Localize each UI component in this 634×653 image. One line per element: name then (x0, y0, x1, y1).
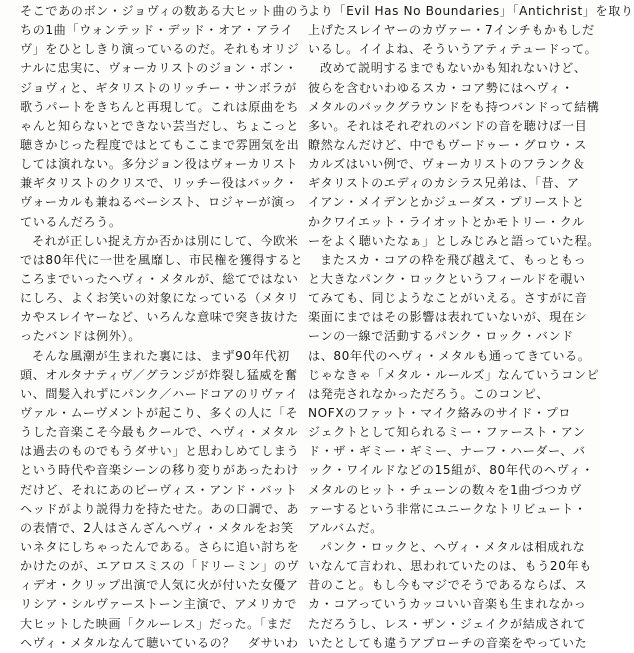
text-line: 昔のこと。もし今もマジでそうであるならば、ス (308, 578, 588, 593)
text-line: ヘッドがより説得力を持たせた。あの口調で、あ (20, 501, 300, 516)
text-line: ック・ワイルドなどの15組が、80年代のヘヴィ・ (308, 463, 594, 478)
text-line: 多い。それはそれぞれのバンドの音を聴けば一目 (308, 118, 588, 133)
text-line: ヴァル・ムーヴメントが起こり、多くの人に「そ (20, 405, 299, 420)
text-line: 瞭然なんだけど、中でもヴードゥー・グロウ・ス (308, 137, 587, 152)
text-line: ナルに忠実に、ヴォーカリストのジョン・ボン・ (20, 61, 298, 76)
text-line: ただろうし、レス・ザン・ジェイクが結成されて (308, 616, 587, 631)
text-line: い、間髪入れずにパンク／ハードコアのリヴァイ (20, 386, 299, 401)
text-line: いネタにしちゃったんである。さらに追い討ちを (20, 539, 300, 554)
text-line: 上げたスレイヤーのカヴァー・7インチもかもしだ (308, 23, 595, 38)
text-line: 歌うパートをきちんと再現して。これは原曲をち (20, 99, 300, 114)
text-line: の表情で、2人はさんざんヘヴィ・メタルをお笑 (20, 520, 294, 535)
text-line: 大ヒットした映画「クルーレス」だった。「まだ (20, 616, 292, 631)
text-line: ちの1曲「ウォンテッド・デッド・オア・アライ (20, 23, 294, 38)
text-line: カ・コアっていうカッコいい音楽も生まれなかっ (308, 597, 587, 612)
text-line: いたとしても違うアプローチの音楽をやっていた (308, 635, 588, 650)
text-line: カルズはいい例で、ヴォーカリストのフランク＆ (308, 157, 586, 172)
text-line: アルバムだ。 (308, 520, 383, 535)
text-line: てみても、同じようなことがいえる。さすがに音 (308, 291, 588, 306)
text-line: 楽面にまではその影響は表れていないが、現在シ (308, 310, 588, 325)
text-line: は、80年代のヘヴィ・メタルも通ってきている。 (308, 348, 591, 363)
text-line: は過去のものでもうダサい」と思わしめてしまう (20, 444, 300, 459)
text-line: ド・ザ・ギミー・ギミー、ナーフ・ハーダー、バ (308, 444, 586, 459)
text-line: ジョヴィと、ギタリストのリッチー・サンボラが (20, 80, 297, 95)
text-line: ィデオ・クリップ出演で人気に火が付いた女優ア (20, 578, 299, 593)
text-line: ジェクトとして知られるミー・ファースト・アン (308, 425, 586, 440)
text-line: ーンの一線で活動するパンク・ロック・バンド (308, 329, 574, 344)
text-line: カやスレイヤーなど、いろんな意味で突き抜けた (20, 310, 299, 325)
text-line: ヘヴィ・メタルなんて聴いているの？ ダサいわ (20, 635, 299, 650)
text-line: かクワイエット・ライオットとかモトリー・クル (308, 214, 585, 229)
text-line: しては演れない。多分ジョン役はヴォーカリスト (20, 157, 299, 172)
text-line: ァーするという非常にユニークなトリビュート・ (308, 501, 587, 516)
text-line: ギタリストのエディのカシラス兄弟は、「昔、ア (308, 176, 580, 191)
text-line: 聴きかじった程度ではとてもここまで雰囲気を出 (20, 137, 300, 152)
text-line: 彼らを含むいわゆるスカ・コア勢にはヘヴィ・ (308, 80, 574, 95)
text-line: だけど、それにあのビーヴィス・アンド・バット (20, 482, 298, 497)
text-line: ゃんと知らないとできない芸当だし、ちょこっと (20, 118, 300, 133)
text-line: かけたのが、エアロスミスの「ドリーミン」のヴ (20, 559, 300, 574)
text-line: またスカ・コアの枠を飛び越えて、もっともっ (320, 252, 587, 267)
text-line: ヴォーカルも兼ねるベーシスト、ロジャーが演っ (20, 195, 297, 210)
text-line: メタルのヒット・チューンの数々を1曲づつカヴ (308, 482, 582, 497)
text-line: ったバンドは例外）。 (20, 329, 141, 344)
text-line: いるし。イイよね、そういうアティテュードって。 (308, 42, 598, 57)
text-line: うした音楽こそ今最もクールで、ヘヴィ・メタル (20, 425, 299, 440)
text-line: より「Evil Has No Boundaries」「Antichrist」を取り (308, 4, 634, 18)
text-line: と大きなパンク・ロックというフィールドを覗い (308, 271, 586, 286)
text-line: ーをよく聴いたなぁ」としみじみと語っていた程。 (308, 233, 600, 248)
text-line: ヴ」をひとしきり演っているのだ。それもオリジ (20, 42, 300, 57)
text-line: いなんて言われ、思われていたのは、もう20年も (308, 559, 592, 574)
right-text-column (308, 2, 634, 653)
text-line: 改めて説明するまでもないかも知れないけど、 (320, 61, 587, 76)
left-text-column (20, 2, 311, 653)
text-line: ころまでいったヘヴィ・メタルが、総てではない (20, 271, 299, 286)
text-line: それが正しい捉え方か否かは別にして、今欧米 (32, 233, 299, 248)
text-line: じゃなきゃ「メタル・ルールズ」なんていうコンピ (308, 367, 600, 382)
text-line: は発売されなかっただろう。このコンピ、 (308, 386, 550, 401)
text-line: NOFXのファット・マイク絡みのサイド・プロ (308, 405, 572, 420)
text-line: メタルのバックグラウンドをも持つバンドって結構 (308, 99, 600, 114)
text-line: ているんだろう。 (20, 214, 122, 229)
text-line: イアン・メイデンとかジューダス・プリーストと (308, 195, 585, 210)
text-line: では80年代に一世を風靡し、市民権を獲得すると (20, 252, 304, 267)
text-line: リシア・シルヴァーストーン主演で、アメリカで (20, 597, 297, 612)
text-line: 兼ギタリストのクリスで、リッチー役はバック・ (20, 176, 298, 191)
text-line: 頭、オルタナティヴ／グランジが炸裂し猛威を奮 (20, 367, 298, 382)
text-line: パンク・ロックと、ヘヴィ・メタルは相成れな (320, 539, 586, 554)
text-line: そんな風潮が生まれた裏には、まず90年代初 (32, 348, 290, 363)
text-line: そこであのボン・ジョヴィの数ある大ヒット曲のう (20, 4, 311, 18)
text-line: という時代や音楽シーンの移り変りがあったわけ (20, 463, 299, 478)
text-line: にしろ、よくお笑いの対象になっている（メタリ (20, 291, 300, 306)
